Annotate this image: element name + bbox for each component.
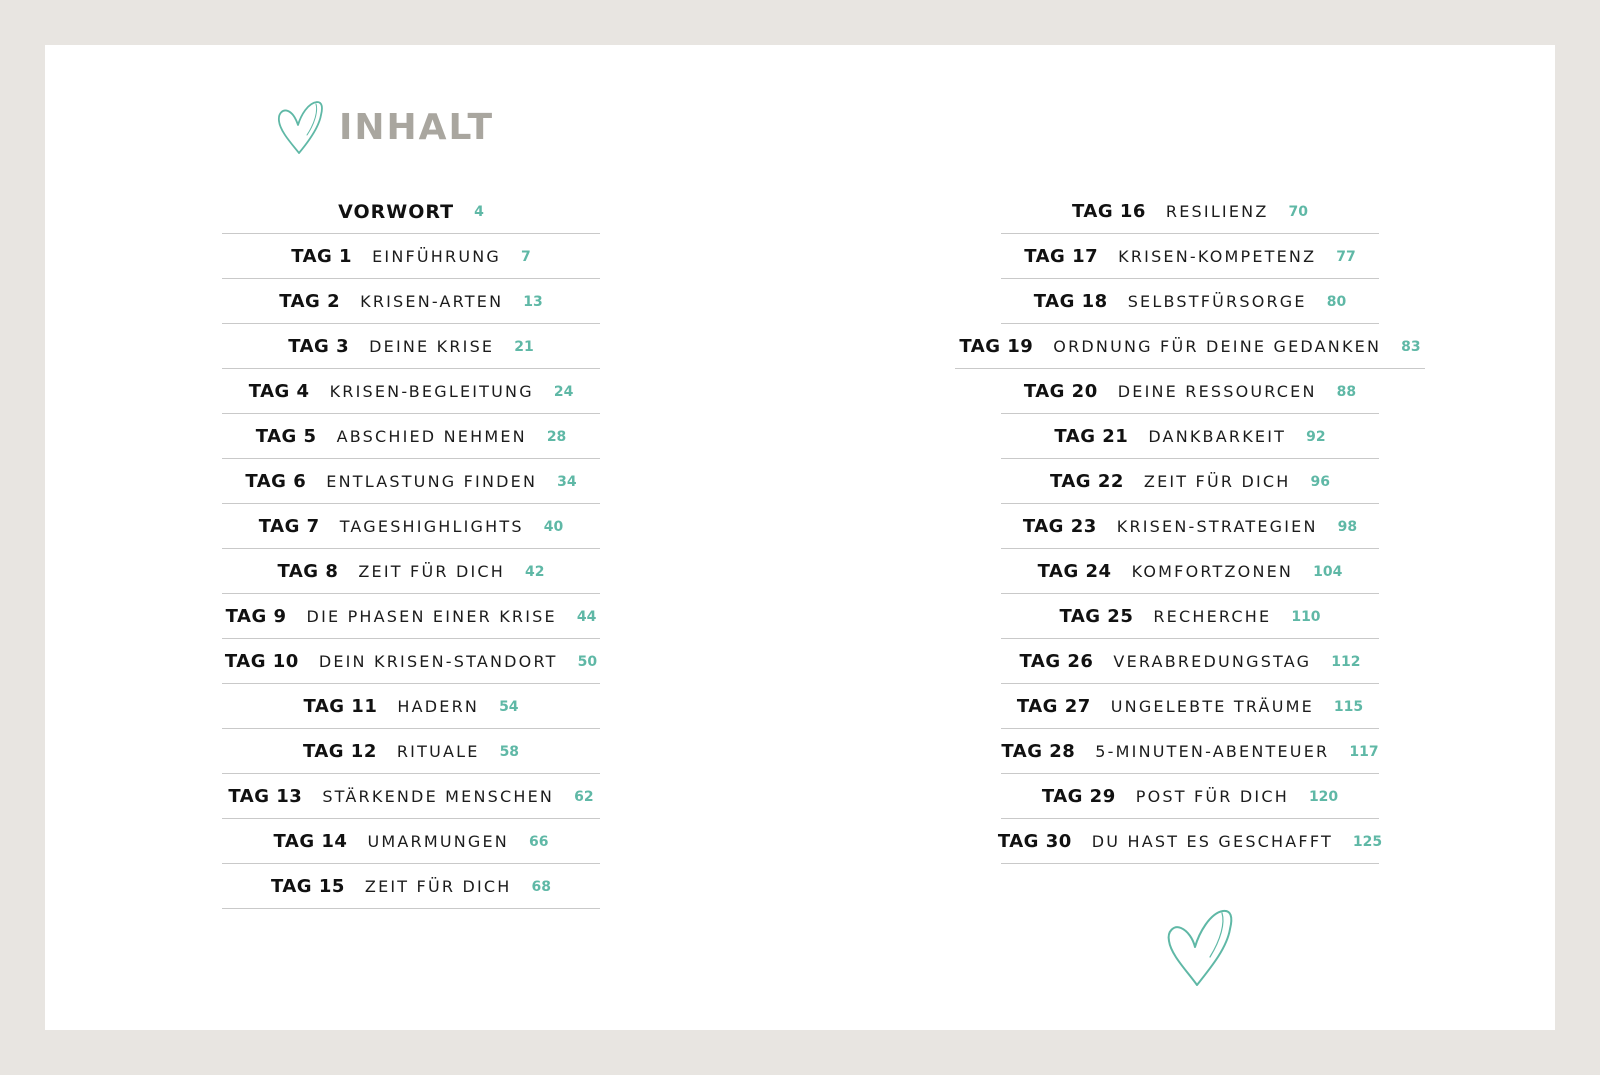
toc-entry-page: 7	[521, 248, 531, 265]
toc-entry-title: STÄRKENDE MENSCHEN	[322, 787, 555, 806]
toc-header	[277, 97, 494, 157]
toc-entry-title: KRISEN-KOMPETENZ	[1118, 247, 1317, 266]
toc-entry-page: 54	[499, 698, 519, 715]
toc-entry-day: TAG 2	[279, 291, 341, 312]
toc-entry[interactable]	[955, 369, 1425, 414]
toc-entry-title: DIE PHASEN EINER KRISE	[306, 607, 557, 626]
toc-entry[interactable]	[955, 459, 1425, 504]
toc-entry-page: 115	[1333, 698, 1364, 715]
toc-entry-title: EINFÜHRUNG	[372, 247, 502, 266]
toc-entry-title: DEINE RESSOURCEN	[1117, 382, 1317, 401]
toc-entry-day: TAG 25	[1059, 606, 1134, 627]
toc-entry-day: TAG 11	[303, 696, 378, 717]
toc-entry[interactable]	[222, 864, 600, 909]
toc-entry-day: TAG 3	[288, 336, 350, 357]
toc-entry-day: TAG 12	[302, 741, 377, 762]
toc-entry-title: DANKBARKEIT	[1148, 427, 1287, 446]
toc-entry-title: RESILIENZ	[1165, 202, 1269, 221]
toc-entry-day: TAG 20	[1023, 381, 1098, 402]
toc-entry-title: VERABREDUNGSTAG	[1113, 652, 1312, 671]
toc-entry[interactable]	[222, 549, 600, 594]
toc-entry-title: ZEIT FÜR DICH	[364, 877, 512, 896]
toc-entry-label: VORWORT	[338, 200, 455, 223]
toc-right-column	[955, 189, 1425, 864]
toc-entry-title: KRISEN-ARTEN	[360, 292, 504, 311]
toc-entry[interactable]	[222, 504, 600, 549]
toc-entry-page: 77	[1336, 248, 1356, 265]
toc-entry-day: TAG 14	[273, 831, 348, 852]
toc-entry-title: KRISEN-BEGLEITUNG	[329, 382, 534, 401]
toc-entry-day: TAG 4	[248, 381, 310, 402]
toc-entry[interactable]	[222, 459, 600, 504]
toc-entry-day: TAG 28	[1001, 741, 1076, 762]
heart-outline-icon	[1165, 905, 1235, 989]
toc-entry-title: ABSCHIED NEHMEN	[336, 427, 527, 446]
toc-entry-page: 92	[1306, 428, 1326, 445]
toc-entry-day: TAG 19	[959, 336, 1034, 357]
toc-entry-page: 50	[577, 653, 598, 670]
toc-entry-day: TAG 5	[255, 426, 317, 447]
toc-entry-day: TAG 27	[1016, 696, 1091, 717]
toc-entry-day: TAG 6	[245, 471, 307, 492]
toc-entry-page: 96	[1310, 473, 1330, 490]
toc-entry-page: 68	[531, 878, 551, 895]
toc-entry-title: DU HAST ES GESCHAFFT	[1091, 832, 1333, 851]
toc-entry[interactable]	[955, 504, 1425, 549]
toc-entry-title: ORDNUNG FÜR DEINE GEDANKEN	[1053, 337, 1382, 356]
toc-entry-day: TAG 9	[225, 606, 287, 627]
toc-left-column	[222, 189, 600, 909]
toc-entry[interactable]	[955, 684, 1425, 729]
toc-entry-page: 110	[1291, 608, 1321, 625]
toc-entry-day: TAG 23	[1022, 516, 1097, 537]
toc-entry-day: TAG 17	[1024, 246, 1099, 267]
toc-entry-page: 44	[576, 608, 597, 625]
toc-entry-day: TAG 10	[224, 651, 299, 672]
toc-entry-page: 66	[528, 833, 549, 850]
toc-entry[interactable]	[955, 774, 1425, 819]
toc-entry-title: POST FÜR DICH	[1135, 787, 1289, 806]
toc-entry-page: 80	[1326, 293, 1347, 310]
toc-entry-day: TAG 24	[1037, 561, 1112, 582]
toc-entry[interactable]	[222, 594, 600, 639]
toc-entry-title: ENTLASTUNG FINDEN	[326, 472, 538, 491]
toc-entry-title: UNGELEBTE TRÄUME	[1110, 697, 1314, 716]
toc-entry-day: TAG 15	[271, 876, 345, 897]
toc-entry[interactable]	[222, 819, 600, 864]
toc-entry-page: 34	[557, 473, 577, 490]
toc-entry-page: 58	[499, 743, 520, 760]
toc-entry[interactable]	[222, 279, 600, 324]
toc-entry[interactable]	[222, 684, 600, 729]
toc-entry-page: 13	[523, 293, 543, 310]
toc-entry-page: 42	[525, 563, 545, 580]
toc-entry[interactable]	[955, 819, 1425, 864]
toc-entry-day: TAG 8	[277, 561, 339, 582]
toc-entry-page: 24	[553, 383, 574, 400]
toc-entry-preface[interactable]	[222, 189, 600, 234]
toc-entry-day: TAG 13	[228, 786, 303, 807]
toc-entry[interactable]	[955, 729, 1425, 774]
toc-entry[interactable]	[955, 189, 1425, 234]
toc-entry[interactable]	[955, 279, 1425, 324]
toc-entry[interactable]	[222, 324, 600, 369]
toc-entry-page: 4	[474, 203, 484, 220]
toc-entry[interactable]	[222, 234, 600, 279]
toc-entry[interactable]	[222, 774, 600, 819]
book-page-spread	[45, 45, 1555, 1030]
toc-entry-day: TAG 29	[1041, 786, 1116, 807]
toc-entry-title: DEIN KRISEN-STANDORT	[318, 652, 558, 671]
toc-entry-page: 40	[543, 518, 564, 535]
toc-entry-title: DEINE KRISE	[369, 337, 495, 356]
toc-entry-day: TAG 30	[997, 831, 1072, 852]
toc-entry-title: RITUALE	[396, 742, 480, 761]
toc-entry-title: ZEIT FÜR DICH	[1143, 472, 1291, 491]
toc-entry-page: 83	[1401, 338, 1421, 355]
heart-outline-icon	[277, 99, 325, 155]
toc-entry-page: 70	[1288, 203, 1308, 220]
toc-title: INHALT	[339, 106, 495, 148]
toc-entry[interactable]	[955, 234, 1425, 279]
toc-entry[interactable]	[222, 369, 600, 414]
toc-entry-day: TAG 1	[291, 246, 353, 267]
toc-entry-page: 112	[1331, 653, 1361, 670]
toc-entry-title: UMARMUNGEN	[367, 832, 509, 851]
toc-entry[interactable]	[955, 414, 1425, 459]
toc-entry-title: KOMFORTZONEN	[1131, 562, 1294, 581]
toc-entry-title: ZEIT FÜR DICH	[358, 562, 505, 581]
toc-entry-page: 104	[1313, 563, 1343, 580]
toc-entry-day: TAG 21	[1054, 426, 1129, 447]
toc-entry[interactable]	[955, 549, 1425, 594]
toc-entry-page: 125	[1352, 833, 1383, 850]
toc-entry-title: TAGESHIGHLIGHTS	[339, 517, 524, 536]
toc-entry-day: TAG 16	[1072, 201, 1146, 222]
toc-entry-day: TAG 26	[1019, 651, 1094, 672]
toc-entry[interactable]	[222, 414, 600, 459]
toc-entry-page: 21	[514, 338, 534, 355]
toc-entry[interactable]	[222, 729, 600, 774]
toc-entry[interactable]	[955, 639, 1425, 684]
toc-entry-title: SELBSTFÜRSORGE	[1127, 292, 1307, 311]
toc-entry-page: 62	[574, 788, 594, 805]
toc-entry-page: 98	[1337, 518, 1358, 535]
toc-entry-title: KRISEN-STRATEGIEN	[1116, 517, 1318, 536]
toc-entry-title: RECHERCHE	[1153, 607, 1272, 626]
toc-entry-title: HADERN	[397, 697, 480, 716]
toc-entry-page: 117	[1349, 743, 1379, 760]
toc-entry[interactable]	[222, 639, 600, 684]
toc-entry[interactable]	[955, 324, 1425, 369]
toc-entry-day: TAG 18	[1033, 291, 1108, 312]
toc-entry-title: 5-MINUTEN-ABENTEUER	[1095, 742, 1330, 761]
toc-entry-page: 120	[1308, 788, 1339, 805]
toc-entry-page: 28	[546, 428, 567, 445]
toc-entry-day: TAG 22	[1050, 471, 1124, 492]
toc-entry-day: TAG 7	[258, 516, 320, 537]
toc-entry[interactable]	[955, 594, 1425, 639]
toc-entry-page: 88	[1336, 383, 1357, 400]
